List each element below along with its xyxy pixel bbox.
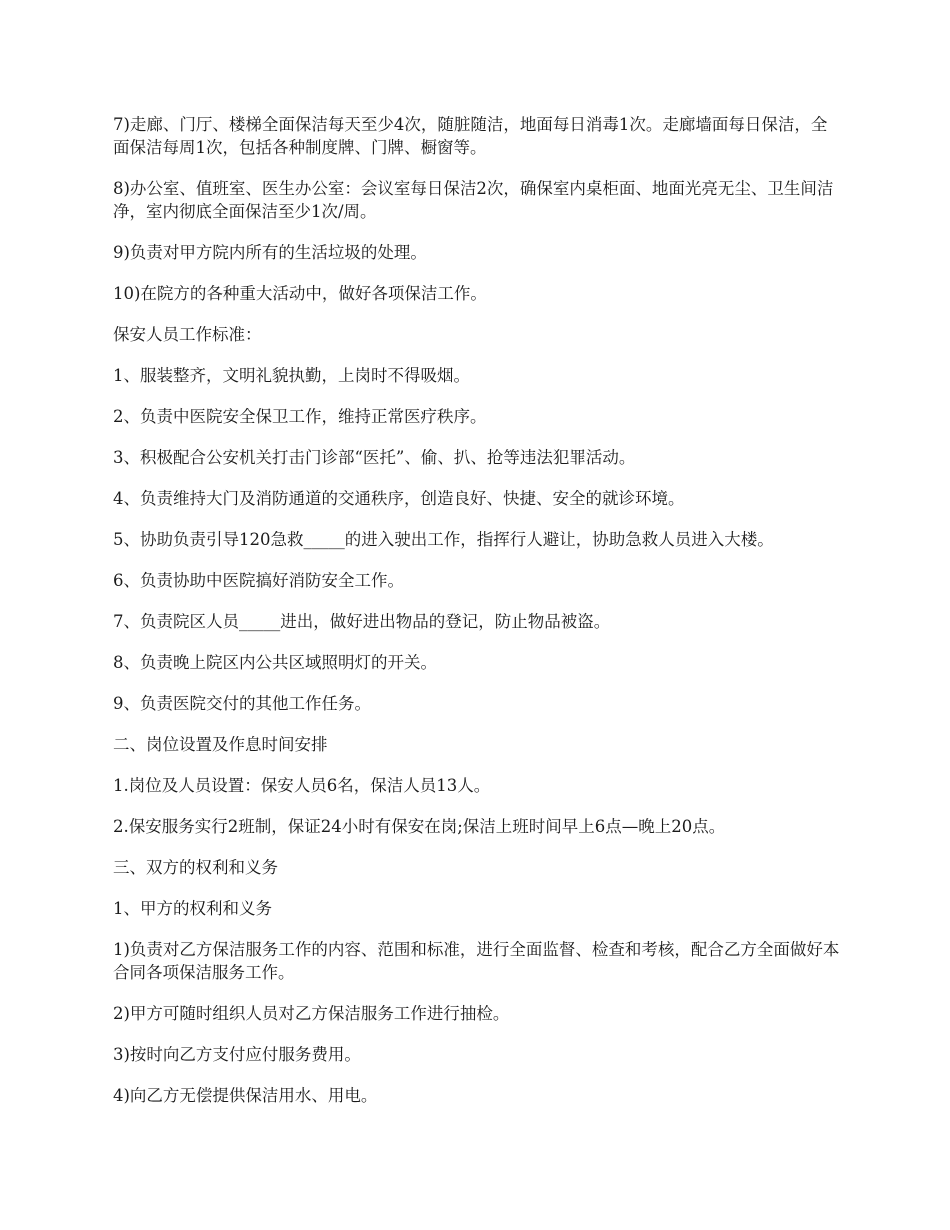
- paragraph-security-item-9: 9、负责医院交付的其他工作任务。: [113, 694, 371, 713]
- paragraph-shift-schedule: 2.保安服务实行2班制，保证24小时有保安在岗;保洁上班时间早上6点—晚上20点。: [113, 817, 726, 836]
- paragraph-major-events: 10)在院方的各种重大活动中，做好各项保洁工作。: [113, 284, 487, 303]
- paragraph-security-item-2: 2、负责中医院安全保卫工作，维持正常医疗秩序。: [113, 407, 487, 426]
- section-heading-rights-obligations: 三、双方的权利和义务: [113, 858, 278, 877]
- paragraph-party-a-item-2: 2)甲方可随时组织人员对乙方保洁服务工作进行抽检。: [113, 1004, 510, 1023]
- paragraph-security-item-6: 6、负责协助中医院搞好消防安全工作。: [113, 571, 404, 590]
- paragraph-cleaning-corridor: 7)走廊、门厅、楼梯全面保洁每天至少4次，随脏随洁，地面每日消毒1次。走廊墙面每日保洁，全面保洁每周1次，包括各种制度牌、门牌、橱窗等。: [113, 115, 828, 157]
- paragraph-party-a-item-4: 4)向乙方无偿提供保洁用水、用电。: [113, 1086, 378, 1105]
- paragraph-cleaning-office: 8)办公室、值班室、医生办公室：会议室每日保洁2次，确保室内桌柜面、地面光亮无尘、卫生间洁净，室内彻底全面保洁至少1次/周。: [113, 179, 834, 221]
- subsection-heading-party-a: 1、甲方的权利和义务: [113, 899, 272, 918]
- paragraph-security-item-8: 8、负责晚上院区内公共区域照明灯的开关。: [113, 653, 437, 672]
- paragraph-garbage-disposal: 9)负责对甲方院内所有的生活垃圾的处理。: [113, 243, 427, 262]
- paragraph-security-item-1: 1、服装整齐，文明礼貌执勤，上岗时不得吸烟。: [113, 366, 470, 385]
- paragraph-security-item-3: 3、积极配合公安机关打击门诊部“医托”、偷、扒、抢等违法犯罪活动。: [113, 448, 636, 467]
- section-heading-security-standards: 保安人员工作标准：: [113, 325, 262, 344]
- paragraph-security-item-7: 7、负责院区人员_____进出，做好进出物品的登记，防止物品被盗。: [113, 612, 611, 631]
- paragraph-positions-staffing: 1.岗位及人员设置：保安人员6名，保洁人员13人。: [113, 776, 491, 795]
- section-heading-positions-schedule: 二、岗位设置及作息时间安排: [113, 735, 328, 754]
- document-body: [113, 113, 843, 1125]
- paragraph-security-item-4: 4、负责维持大门及消防通道的交通秩序，创造良好、快捷、安全的就诊环境。: [113, 489, 685, 508]
- paragraph-party-a-item-1: 1)负责对乙方保洁服务工作的内容、范围和标准，进行全面监督、检查和考核，配合乙方全面做好本合同各项保洁服务工作。: [113, 940, 840, 982]
- paragraph-party-a-item-3: 3)按时向乙方支付应付服务费用。: [113, 1045, 361, 1064]
- paragraph-security-item-5: 5、协助负责引导120急救_____的进入驶出工作，指挥行人避让，协助急救人员进入大楼。: [113, 530, 774, 549]
